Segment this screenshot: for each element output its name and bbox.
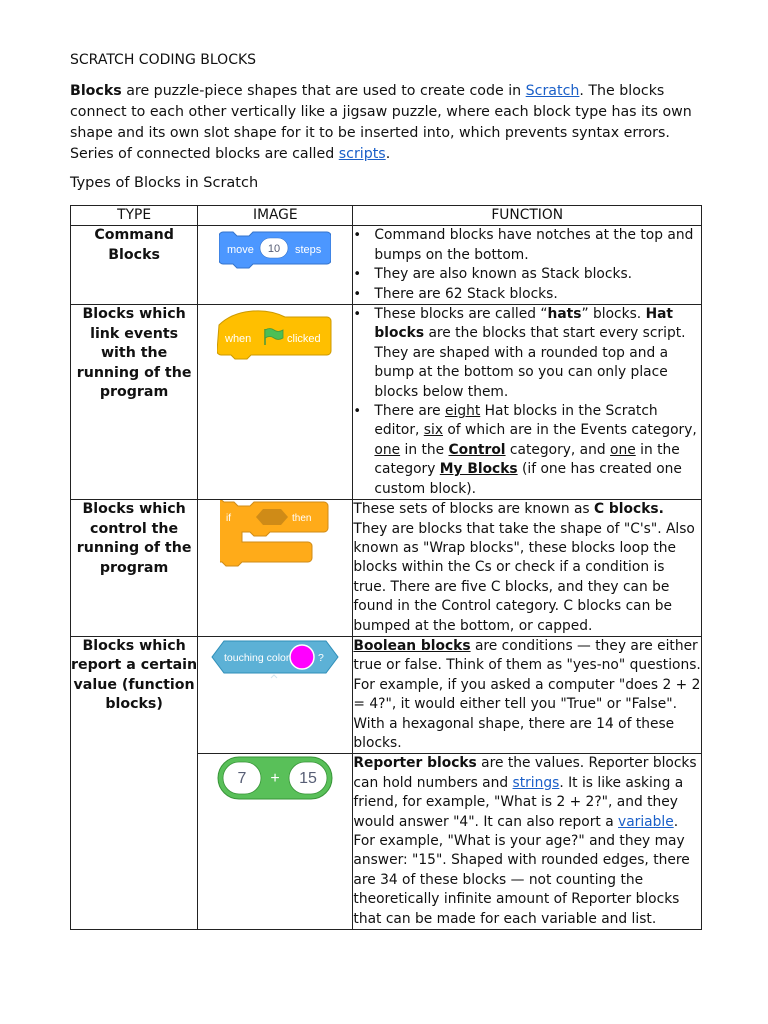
- if-then-block-image: [220, 500, 330, 574]
- function-hat: [353, 305, 702, 500]
- reporter-a: are the values. Reporter blocks can hold numbers and: [353, 755, 697, 791]
- hat-b2-e: in the category: [374, 441, 680, 478]
- hat-b1-mid: ” blocks.: [581, 306, 646, 323]
- command-bullet-3: • There are 62 Stack blocks.: [353, 285, 701, 304]
- move-steps-block-image: [219, 226, 331, 272]
- header-image: IMAGE: [198, 206, 353, 226]
- scratch-link[interactable]: Scratch: [525, 83, 580, 99]
- then-word: then: [292, 513, 312, 525]
- hat-b2-pre: There are: [374, 403, 446, 420]
- table-row-c-blocks: [71, 500, 702, 637]
- function-boolean: [353, 636, 702, 753]
- hat-b1-pre: These blocks are called “: [374, 306, 548, 323]
- section-title: Types of Blocks in Scratch: [70, 175, 259, 191]
- hat-b2-six: six: [423, 422, 443, 439]
- intro-text-3: .: [385, 146, 391, 162]
- plus-operator: +: [270, 770, 280, 788]
- hat-bullet-1: [353, 305, 701, 402]
- addition-reporter-block-image: [216, 754, 334, 802]
- hat-b1-hatblocks: Hat blocks: [374, 306, 674, 342]
- reporter-c: . For example, "What is your age?" and they may answer: "15". Shaped with rounded edges, there are 34 of these blocks — not counting the theoretically infinite amount of Reporter blocks that can be made for each variable and list.: [353, 813, 690, 927]
- intro-blocks-word: Blocks: [70, 83, 122, 99]
- image-reporter-cell: [198, 754, 353, 930]
- table-row-hat: [71, 305, 702, 500]
- hat-b1-hats: hats: [547, 306, 582, 323]
- type-c-blocks: Blocks which control the running of the program: [71, 500, 198, 637]
- type-reporter: Blocks which report a certain value (function blocks): [71, 636, 198, 929]
- reporter-right-value: 15: [299, 770, 318, 788]
- function-command: [353, 226, 702, 305]
- boolean-post: are conditions — they are either true or false. Think of them as "yes-no" questions. For example, if you asked a computer "does 2 + 2 = 4?", it would either tell you "True" or "False". With a hexagonal shape, there are 14 of these blocks.: [353, 637, 701, 751]
- reporter-name: Reporter blocks: [353, 755, 477, 772]
- type-command: Command Blocks: [71, 226, 198, 305]
- image-boolean-cell: [198, 636, 353, 753]
- clicked-word: clicked: [287, 333, 321, 346]
- hat-b2-eight: eight: [445, 403, 481, 420]
- hat-b1-post: are the blocks that start every script. They are shaped with a rounded top and a bump at the bottom so you can only place blocks below them.: [374, 325, 686, 400]
- hat-b2-control: Control: [448, 441, 506, 458]
- hat-b2-f: (if one has created one custom block).: [374, 461, 682, 497]
- image-command-cell: [198, 226, 353, 305]
- hat-b2-myblocks: My Blocks: [439, 461, 518, 478]
- move-word: move: [227, 244, 255, 257]
- function-c-blocks: [353, 500, 702, 637]
- steps-value: 10: [268, 243, 281, 256]
- reporter-left-value: 7: [237, 770, 247, 788]
- intro-text-1: are puzzle-piece shapes that are used to create code in: [121, 83, 526, 99]
- reporter-b: . It is like asking a friend, for example, "What is 2 + 2?", and they would answer "4". It can also report a: [353, 774, 684, 830]
- boolean-name: Boolean blocks: [353, 637, 471, 654]
- hat-b2-b: of which are in the Events category,: [442, 422, 697, 439]
- c-blocks-post: They are blocks that take the shape of "C's". Also known as "Wrap blocks", these blocks loop the blocks within the Cs or check if a condition is true. There are five C blocks, and they can be found in the Control category. C blocks can be bumped at the bottom, or capped.: [353, 520, 695, 634]
- hat-bullet-2: [353, 402, 701, 499]
- image-hat-cell: [198, 305, 353, 500]
- header-function: FUNCTION: [353, 206, 702, 226]
- header-type: TYPE: [71, 206, 198, 226]
- command-bullet-1: • Command blocks have notches at the top and bumps on the bottom.: [353, 226, 701, 265]
- hat-b2-one-2: one: [610, 441, 636, 458]
- table-row-boolean: [71, 636, 702, 753]
- intro-text-2: . The blocks connect to each other vertically like a jigsaw puzzle, where each block type has its own shape and its own slot shape for it to be inserted into, which prevents syntax errors. Series of connected blocks are called: [70, 83, 692, 162]
- hat-b2-a: Hat blocks in the Scratch editor,: [374, 403, 658, 439]
- question-mark: ?: [318, 651, 325, 664]
- scripts-link[interactable]: scripts: [338, 146, 386, 162]
- variable-link[interactable]: variable: [618, 813, 674, 830]
- document-title: SCRATCH CODING BLOCKS: [70, 52, 257, 68]
- type-hat: Blocks which link events with the running of the program: [71, 305, 198, 500]
- hat-b2-c: in the: [400, 441, 449, 458]
- strings-link[interactable]: strings: [512, 774, 560, 791]
- if-word: if: [226, 513, 232, 525]
- function-reporter: [353, 754, 702, 930]
- intro-paragraph: [70, 81, 702, 165]
- image-c-cell: [198, 500, 353, 637]
- when-word: when: [225, 333, 252, 346]
- c-blocks-name: C blocks.: [594, 501, 664, 518]
- command-bullet-2: • They are also known as Stack blocks.: [353, 265, 701, 284]
- touching-color-word: touching color: [224, 651, 290, 664]
- steps-word: steps: [295, 244, 322, 257]
- touching-color-block-image: [210, 637, 340, 681]
- block-types-table: [70, 205, 702, 930]
- color-swatch: [290, 645, 314, 669]
- table-header-row: [71, 206, 702, 226]
- hat-b2-d: category, and: [505, 441, 611, 458]
- when-flag-clicked-block-image: [217, 305, 333, 365]
- hat-b2-one-1: one: [374, 441, 401, 458]
- table-row-command: [71, 226, 702, 305]
- c-blocks-pre: These sets of blocks are known as: [353, 501, 594, 518]
